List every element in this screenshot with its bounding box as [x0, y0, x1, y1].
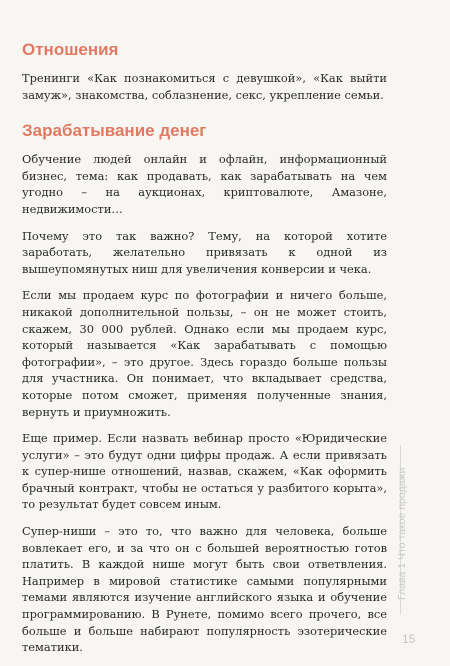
paragraph: Супер-ниши – это то, что важно для человека, больше вовлекает его, и за что он с большей вероятностью готов платить. В каждой нише могут быть свои ответвления. Например в мировой статистике самыми популярными темами являются изучение английского языка и обучение программированию. В Рунете, помимо всего прочего, все больше и больше набирают популярность эзотерические тематики. — [22, 524, 387, 655]
paragraph: Обучение людей онлайн и офлайн, информационный бизнес, тема: как продавать, как зарабатывать на чем угодно – на аукционах, криптовалюте, Амазоне, недвижимости… — [22, 152, 387, 216]
paragraph: Еще пример. Если назвать вебинар просто «Юридические услуги» – это будут одни цифры продаж. А если привязать к супер-нише отношений, назвав, скажем, «Как оформить брачный контракт, чтобы не остаться у разбитого корыта», то результат будет совсем иным. — [22, 431, 387, 512]
paragraph: Если мы продаем курс по фотографии и ничего больше, никакой дополнительной пользы, – он не может стоить, скажем, 30 000 рублей. Однако если мы продаем курс, который называется «Как зарабатывать с помощью фотографии», – это другое. Здесь гораздо больше пользы для участника. Он понимает, что вкладывает средства, которые потом сможет, применяя полученные знания, вернуть и приумножить. — [22, 288, 387, 419]
section-heading-earning-money: Зарабатывание денег — [22, 121, 207, 141]
section-heading-relationships: Отношения — [22, 40, 119, 59]
page-number: 15 — [402, 632, 416, 646]
paragraph: Почему это так важно? Тему, на которой хотите заработать, желательно привязать к одной из вышеупомянутых ниш для увеличения конверсии и чека. — [22, 228, 387, 276]
paragraph: Тренинги «Как познакомиться с девушкой», «Как выйти замуж», знакомства, соблазнение, секс, укрепление семьи. — [22, 71, 387, 102]
chapter-running-head: Глава 1 Что такое продажи — [396, 467, 408, 600]
page-content — [22, 40, 387, 666]
